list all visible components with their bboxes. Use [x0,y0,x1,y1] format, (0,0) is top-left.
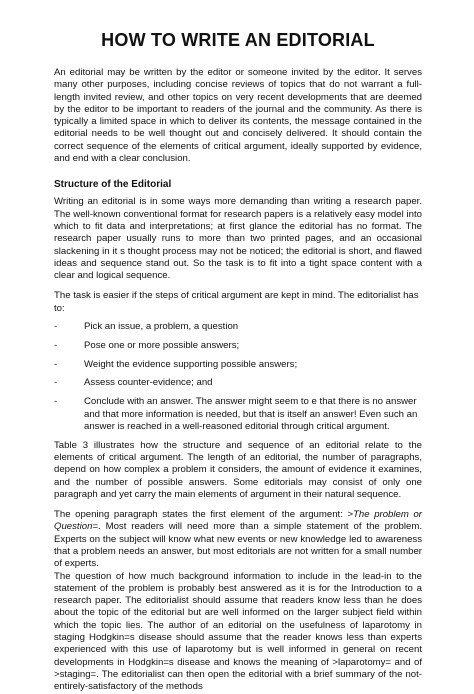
list-item-text: Weight the evidence supporting possible answers; [84,358,298,370]
document-title: HOW TO WRITE AN EDITORIAL [101,30,375,50]
intro-paragraph: An editorial may be written by the editor or someone invited by the editor. It serves many other purposes, including concise reviews of topics that do not warrant a full-length invited review, and other topics on very recent developments that are deemed by the editor to be important to readers of the journal and the community. As there is typically a limited space in which to deliver its contents, the message contained in the editorial needs to be well thought out and concisely delivered. It should contain the correct sequence of the elements of critical argument, ideally supported by evidence, and end with a clear conclusion. [54,67,422,165]
dash-bullet: - [54,358,58,370]
list-item [54,321,422,333]
structure-paragraph-2: The task is easier if the steps of critical argument are kept in mind. The editorialist has to: [54,290,419,314]
opening-text-start: The opening paragraph states the first element of the argument: > [54,509,354,521]
opening-text-end: . Most readers will need more than a simple statement of the problem. Experts on the subject will know what new events or new knowledge led to awareness that a problem needs an answer, but most editorials are not written for a small number of experts. [54,521,422,570]
opening-paragraph [54,509,422,570]
list-item-text: Assess counter-evidence; and [84,377,213,389]
list-item [54,396,422,433]
list-item [54,340,422,352]
background-paragraph: The question of how much background information to include in the lead-in to the statement of the problem is probably best answered as it is for the Introduction to a research paper. The editorialist should assume that readers know less than he does about the topic of the editorial but are well informed on the larger subject field within which the topic lies. The author of an editorial on the usefulness of laparotomy in staging Hodgkin=s disease should assume that the reader knows less than experts experienced with this use of laparotomy but is well informed in general on recent developments in Hodgkin=s disease and knows the meaning of >laparotomy= and of >staging=. The editorialist can then open the editorial with a brief summary of the not-entirely-satisfactory of the methods [54,570,422,693]
structure-paragraph-3: Table 3 illustrates how the structure and sequence of an editorial relate to the elements of critical argument. The length of an editorial, the number of paragraphs, depend on how complex a problem it considers, the amount of evidence it examines, and the number of possible answers. Some editorials may consist of only one paragraph and yet carry the main elements of argument in their natural sequence. [54,439,422,500]
list-item-text: Conclude with an answer. The answer might seem to e that there is no answer and that more information is needed, but that is itself an answer! Even such an answer is reached in a well-reasoned editorial through critical argument. [84,396,418,432]
list-item-text: Pose one or more possible answers; [84,339,240,351]
dash-bullet: - [54,321,58,333]
argument-steps-list [54,321,422,433]
dash-bullet: - [54,377,58,389]
list-item-text: Pick an issue, a problem, a question [84,321,239,333]
dash-bullet: - [54,396,58,408]
dash-bullet: - [54,339,58,351]
list-item [54,359,422,371]
list-item [54,377,422,389]
problem-question-phrase: The problem or Question= [54,509,422,533]
section-heading: Structure of the Editorial [54,179,172,191]
structure-paragraph-1: Writing an editorial is in some ways more demanding than writing a research paper. The well-known conventional format for research papers is a relatively easy model into which to fit data and interpretations; at first glance the editorial has no format. The research paper usually runs to more than two printed pages, and an occasional slackening in it s thought process may not be noticed; the editorial is short, and flawed ideas and sequence stand out. So the task is to fit into a tight space content with a clear and logical sequence. [54,196,422,282]
